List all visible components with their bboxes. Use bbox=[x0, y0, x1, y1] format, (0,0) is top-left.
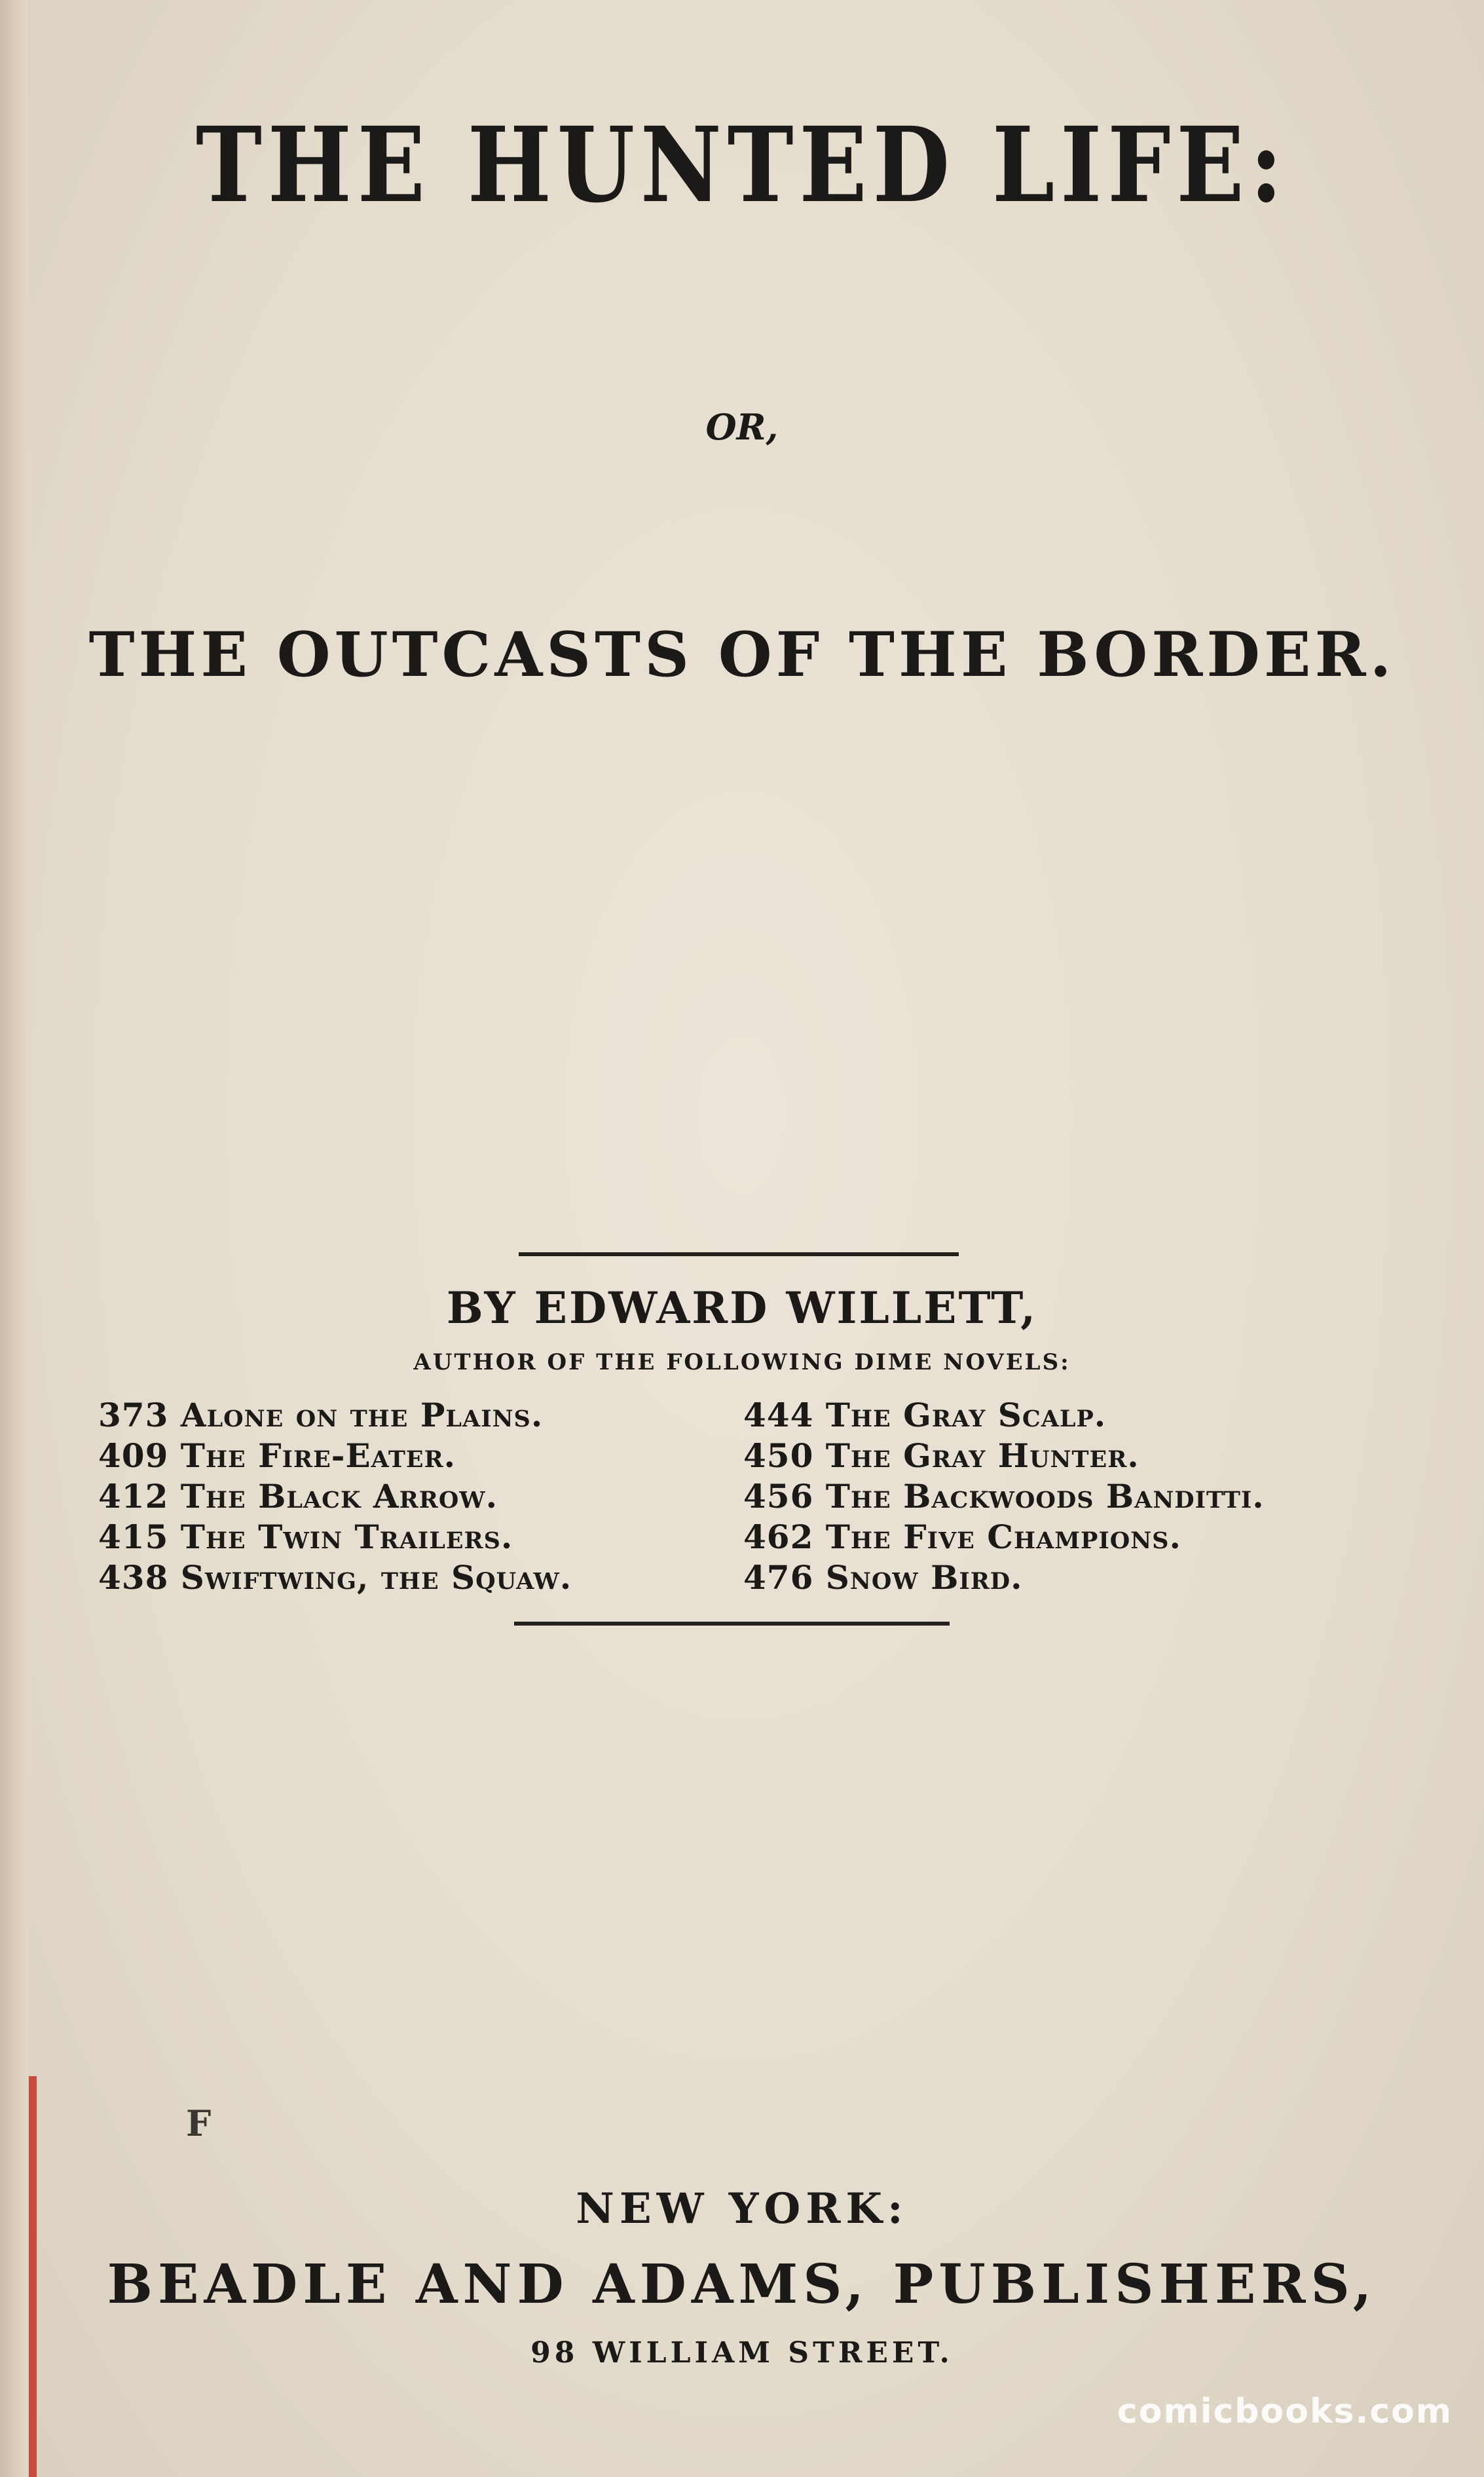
novel-entry: 476 Snow Bird. bbox=[743, 1558, 1023, 1597]
novel-entry: 373 Alone on the Plains. bbox=[98, 1396, 544, 1434]
dime-novels-list bbox=[98, 1396, 1401, 1597]
publisher-name: BEADLE AND ADAMS, PUBLISHERS, bbox=[107, 2253, 1377, 2316]
novel-entry: 438 Swiftwing, the Squaw. bbox=[98, 1558, 572, 1597]
novel-entry: 412 The Black Arrow. bbox=[98, 1477, 498, 1516]
publisher-city: NEW YORK: bbox=[576, 2184, 908, 2233]
novel-entry: 409 The Fire-Eater. bbox=[98, 1436, 456, 1475]
author-byline: BY EDWARD WILLETT, bbox=[446, 1282, 1038, 1333]
title-connector: OR, bbox=[705, 406, 779, 448]
printer-mark: F bbox=[186, 2102, 212, 2144]
novel-entry: 415 The Twin Trailers. bbox=[98, 1518, 513, 1556]
author-of-line: AUTHOR OF THE FOLLOWING DIME NOVELS: bbox=[413, 1349, 1071, 1375]
novel-entry: 444 The Gray Scalp. bbox=[743, 1396, 1107, 1434]
novel-entry: 456 The Backwoods Banditti. bbox=[743, 1477, 1265, 1516]
book-title: THE HUNTED LIFE: bbox=[195, 105, 1289, 226]
book-subtitle: THE OUTCASTS OF THE BORDER. bbox=[88, 619, 1396, 691]
site-watermark: comicbooks.com bbox=[1117, 2392, 1453, 2431]
bottom-divider-rule bbox=[514, 1622, 950, 1626]
publisher-address: 98 WILLIAM STREET. bbox=[530, 2336, 954, 2370]
top-divider-rule bbox=[519, 1252, 959, 1256]
novel-entry: 450 The Gray Hunter. bbox=[743, 1436, 1140, 1475]
page-edge-shadow bbox=[0, 0, 28, 2477]
novel-entry: 462 The Five Champions. bbox=[743, 1518, 1181, 1556]
